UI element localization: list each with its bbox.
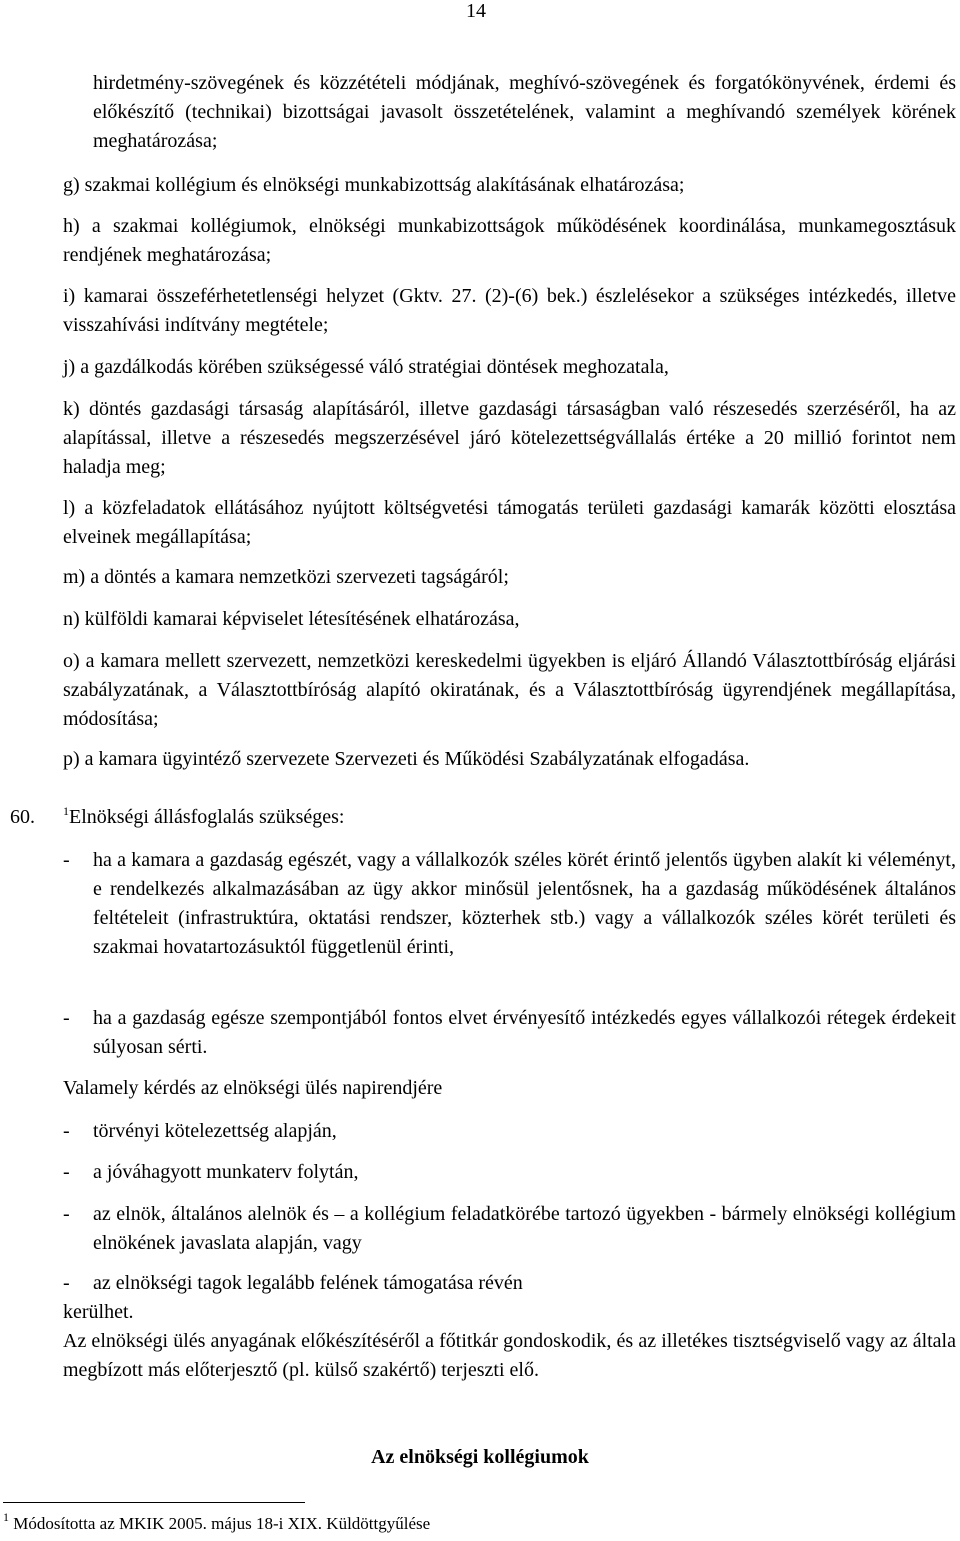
item-label: m) [63,566,86,588]
footnote-marker: 1 [3,1510,9,1524]
page-number: 14 [466,0,486,22]
item-label: l) [63,497,76,519]
item-text: a döntés a kamara nemzetközi szervezeti tagságáról; [90,566,509,588]
agenda-item-4: az elnökségi tagok legalább felének támogatása révén [93,1272,523,1294]
section-title: Elnökségi állásfoglalás szükséges: [69,806,345,828]
item-text: kamarai összeférhetetlenségi helyzet (Gktv. 27. (2)-(6) bek.) észlelésekor a szükséges intézkedés, illetve visszahívási indítvány megtétele; [63,285,957,336]
item-text: a közfeladatok ellátásához nyújtott költségvetési támogatás területi gazdasági kamarák közötti elosztása elveinek megállapítása; [63,497,956,548]
item-label: p) [63,748,80,770]
item-text: szakmai kollégium és elnökségi munkabizottság alakításának elhatározása; [84,174,685,196]
footnote [3,1510,431,1535]
item-label: n) [63,608,80,630]
item-label: j) [63,356,76,378]
bullet-dash: - [63,849,70,871]
agenda-outro: kerülhet. [63,1301,134,1323]
closing-paragraph: Az elnökségi ülés anyagának előkészítéséről a főtitkár gondoskodik, és az illetékes tisztségviselő vagy az általa megbízott más előterjesztő (pl. külső szakértő) terjeszti elő. [63,1330,956,1381]
bullet-dash: - [63,1161,70,1183]
bullet-dash: - [63,1120,70,1142]
footnote-ref: 1 [63,804,69,818]
section-heading: Az elnökségi kollégiumok [371,1446,589,1468]
bullet-dash: - [63,1203,70,1225]
bullet-dash: - [63,1272,70,1294]
item-text: a szakmai kollégiumok, elnökségi munkabizottságok működésének koordinálása, munkamegosztásuk rendjének meghatározása; [63,215,956,266]
condition-1: ha a kamara a gazdaság egészét, vagy a vállalkozók széles körét érintő jelentős ügyben alakít ki véleményt, e rendelkezés alkalmazásában az ügy akkor minősül jelentősnek, ha a gazdaság működésének általános feltételeit (infrastruktúra, oktatási rendszer, közterhek stb.) vagy a vállalkozók széles körét területi és szakmai hovatartozásuktól függetlenül érinti, [93,849,956,958]
agenda-intro: Valamely kérdés az elnökségi ülés napirendjére [63,1077,443,1099]
item-label: g) [63,174,80,196]
bullet-dash: - [63,1007,70,1029]
agenda-item-3: az elnök, általános alelnök és – a kollégium feladatkörébe tartozó ügyekben - bármely elnökségi kollégium elnökének javaslata alapján, vagy [93,1203,956,1254]
item-text: a kamara mellett szervezett, nemzetközi kereskedelmi ügyekben is eljáró Állandó Választottbíróság eljárási szabályzatának, a Választottbíróság alapító okiratának, és a Választottbíróság ügyrendjének megállapítása, módosítása; [63,650,957,730]
condition-2: ha a gazdaság egésze szempontjából fontos elvet érvényesítő intézkedés egyes vállalkozói rétegek érdekeit súlyosan sérti. [93,1007,956,1058]
item-label: h) [63,215,80,237]
intro-paragraph: hirdetmény-szövegének és közzétételi módjának, meghívó-szövegének és forgatókönyvének, érdemi és előkészítő (technikai) bizottságai javasolt összetételének, valamint a meghívandó személyek körének meghatározása; [93,72,956,152]
item-label: o) [63,650,80,672]
item-label: i) [63,285,76,307]
item-label: k) [63,398,80,420]
item-text: külföldi kamarai képviselet létesítésének elhatározása, [84,608,520,630]
item-text: döntés gazdasági társaság alapításáról, illetve gazdasági társaságban való részesedés szerzéséről, ha az alapítással, illetve a részesedés megszerzésével járó kötelezettségvállalás értéke a 20 millió forintot nem haladja meg; [63,398,957,478]
footnote-text: Módosította az MKIK 2005. május 18-i XIX. Küldöttgyűlése [13,1514,431,1533]
agenda-item-1: törvényi kötelezettség alapján, [93,1120,337,1142]
section-number: 60. [10,806,35,828]
agenda-item-2: a jóváhagyott munkaterv folytán, [93,1161,359,1183]
item-text: a kamara ügyintéző szervezete Szervezeti és Működési Szabályzatának elfogadása. [84,748,750,770]
item-text: a gazdálkodás körében szükségessé váló stratégiai döntések meghozatala, [80,356,669,378]
footnote-divider [3,1502,305,1503]
